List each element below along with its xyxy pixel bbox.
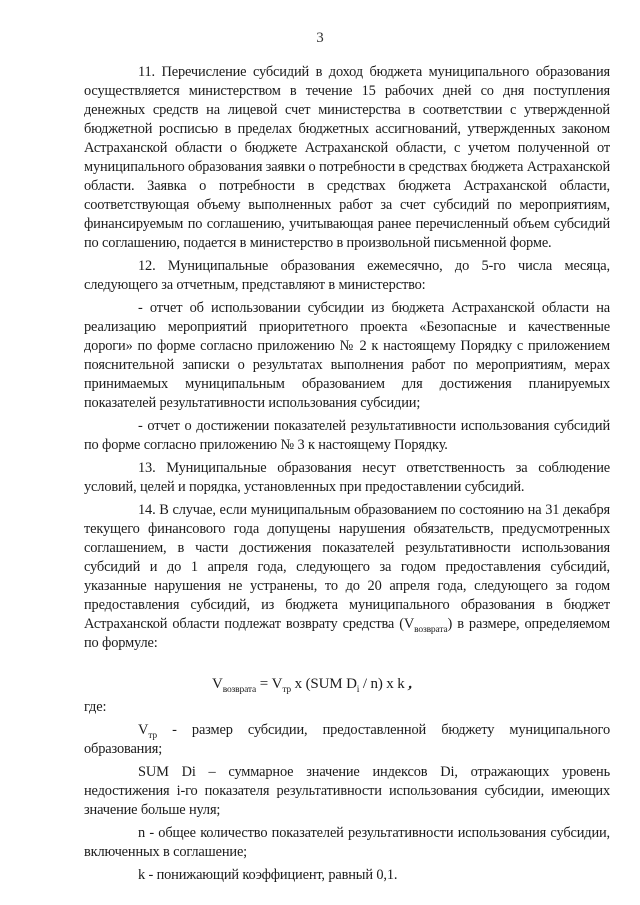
formula-tp-subscript: тр: [282, 685, 292, 695]
formula-sum: х (SUM D: [291, 676, 357, 692]
paragraph-12: 12. Муниципальные образования ежемесячно, до 5-го числа месяца, следующего за отчетным, представляют в министерство:: [84, 258, 610, 293]
definition-v-tp: [84, 721, 610, 759]
where-label: где:: [84, 699, 107, 715]
formula-v: V: [212, 676, 223, 692]
paragraph-14: [84, 501, 610, 653]
definition-v-subscript: тр: [148, 730, 157, 741]
paragraph-14-subscript: возврата: [414, 624, 448, 635]
definition-v-text: - размер субсидии, предоставленной бюджету муниципального образования;: [84, 722, 610, 757]
formula-mark: ,: [406, 676, 415, 692]
refund-formula: [84, 675, 610, 694]
document-body: [84, 63, 610, 889]
paragraph-13: 13. Муниципальные образования несут ответственность за соблюдение условий, целей и порядка, установленных при предоставлении субсидий.: [84, 460, 610, 495]
formula-v-subscript: возврата: [222, 685, 257, 695]
paragraph-12-report-indicators: - отчет о достижении показателей результативности использования субсидий по форме согласно приложению № 3 к настоящему Порядку.: [84, 418, 610, 453]
paragraph-14-end: ) в размере, определяемом по формуле:: [84, 616, 610, 651]
formula-equals-v: = V: [256, 676, 283, 692]
definition-v-symbol: V: [138, 722, 149, 738]
formula-tail: / n) x k: [359, 676, 405, 692]
paragraph-11: 11. Перечисление субсидий в доход бюджета муниципального образования осуществляется министерством в течение 15 рабочих дней со дня поступления денежных средств на лицевой счет министерства в соответствии с утвержденной бюджетной росписью в пределах бюджетных ассигнований, утвержденных законом Астраханской области о бюджете Астраханской области, с учетом полученной от муниципального образования заявки о потребности в средствах бюджета Астраханской области. Заявка о потребности в средствах бюджета Астраханской области, соответствующая объему выполненных работ за счет субсидий по мероприятиям, финансируемым по соглашению, учитывающая ранее перечисленный объем субсидий по соглашению, подается в министерство в произвольной письменной форме.: [84, 64, 610, 251]
definition-sum-di: SUM Di – суммарное значение индексов Di, отражающих уровень недостижения i-го показателя результативности использования субсидии, имеющих значение больше нуля;: [84, 764, 610, 818]
paragraph-14-text: 14. В случае, если муниципальным образованием по состоянию на 31 декабря текущего финансового года допущены нарушения обязательств, предусмотренных соглашением, в части достижения показателей результативности использования субсидий и до 1 апреля года, следующего за годом предоставления субсидий, указанные нарушения не устранены, то до 20 апреля года, следующего за годом предоставления субсидий, из бюджета муниципального образования в бюджет Астраханской области подлежат возврату средства (V: [84, 502, 610, 632]
formula-i-subscript: i: [356, 685, 360, 695]
paragraph-12-report-usage: - отчет об использовании субсидии из бюджета Астраханской области на реализацию мероприятий приоритетного проекта «Безопасные и качественные дороги» по форме согласно приложению № 2 к настоящему Порядку с приложением пояснительной записки о результатах выполнения работ по мероприятиям, мерах принимаемых муниципальным образованием для достижения планируемых показателей результативности использования субсидии;: [84, 300, 610, 411]
definition-k: k - понижающий коэффициент, равный 0,1.: [138, 867, 398, 883]
page-number: 3: [316, 30, 324, 46]
definition-n: n - общее количество показателей результативности использования субсидии, включенных в соглашение;: [84, 825, 610, 860]
